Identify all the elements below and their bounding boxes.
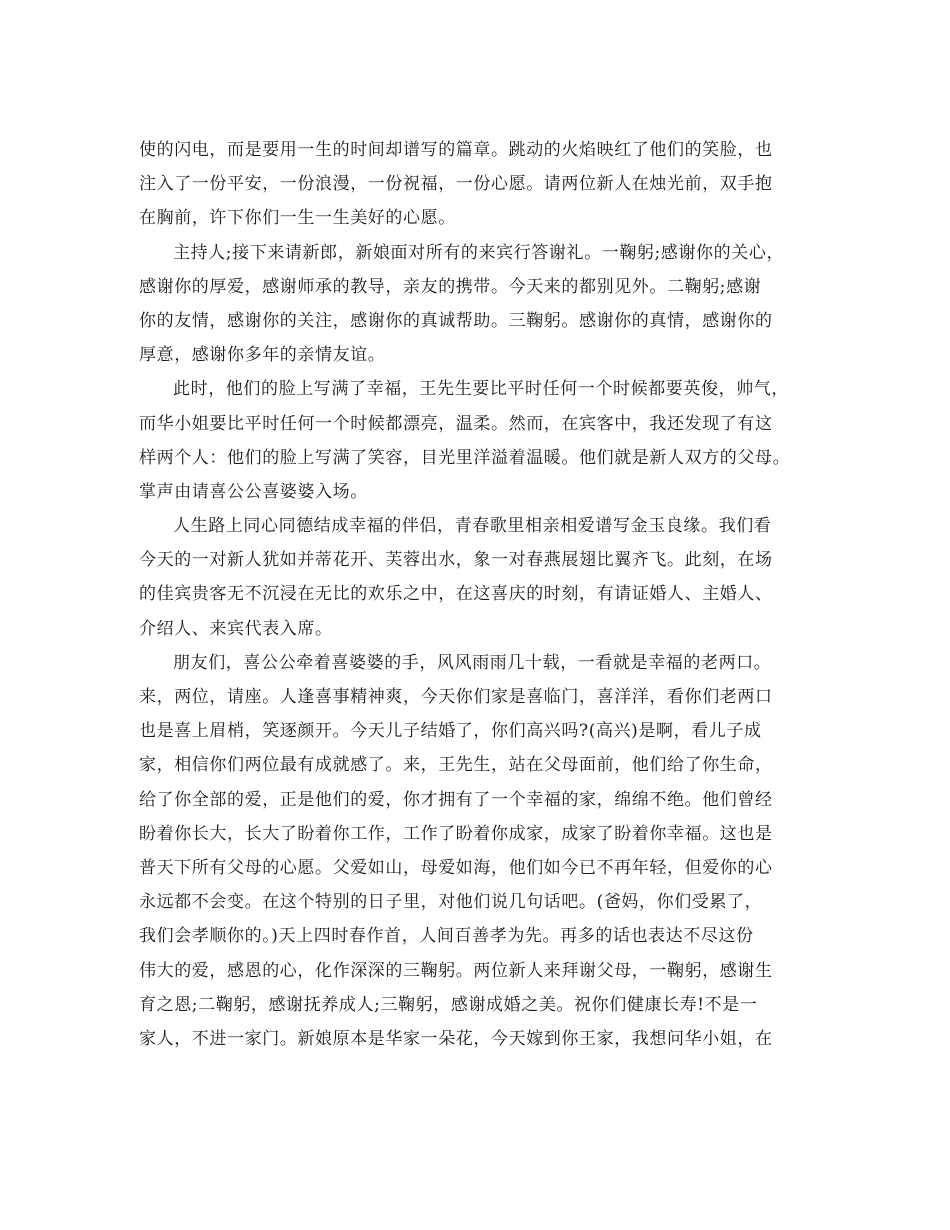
text-line: 今天的一对新人犹如并蒂花开、芙蓉出水，象一对春燕展翅比翼齐飞。此刻，在场 — [139, 550, 773, 571]
text-line: 在胸前，许下你们一生一生美好的心愿。 — [139, 208, 456, 229]
text-line: 家人，不进一家门。新娘原本是华家一朵花，今天嫁到你王家，我想问华小姐，在 — [139, 1028, 773, 1049]
text-line: 育之恩;二鞠躬，感谢抚养成人;三鞠躬，感谢成婚之美。祝你们健康长寿!不是一 — [139, 994, 758, 1015]
paragraph-candle-wish — [139, 133, 829, 236]
text-line: 厚意，感谢你多年的亲情友谊。 — [139, 345, 386, 366]
text-line: 来，两位，请座。人逢喜事精神爽，今天你们家是喜临门，喜洋洋，看你们老两口 — [139, 687, 773, 707]
text-line: 永远都不会变。在这个特别的日子里，对他们说几句话吧。(爸妈，你们受累了， — [139, 892, 763, 913]
text-line: 样两个人：他们的脸上写满了笑容，目光里洋溢着温暖。他们就是新人双方的父母。 — [139, 447, 791, 468]
text-line: 家，相信你们两位最有成就感了。来，王先生，站在父母面前，他们给了你生命， — [139, 755, 773, 776]
text-line: 普天下所有父母的心愿。父爱如山，母爱如海，他们如今已不再年轻，但爱你的心 — [139, 857, 773, 878]
text-line: 盼着你长大，长大了盼着你工作，工作了盼着你成家，成家了盼着你幸福。这也是 — [139, 823, 773, 844]
text-line: 掌声由请喜公公喜婆婆入场。 — [139, 481, 368, 502]
text-line: 也是喜上眉梢，笑逐颜开。今天儿子结婚了，你们高兴吗?(高兴)是啊，看儿子成 — [139, 721, 762, 742]
text-line: 介绍人、来宾代表入席。 — [139, 618, 333, 639]
text-line: 你的友情，感谢你的关注，感谢你的真诚帮助。三鞠躬。感谢你的真情，感谢你的 — [139, 310, 773, 331]
text-line: 给了你全部的爱，正是他们的爱，你才拥有了一个幸福的家，绵绵不绝。他们曾经 — [139, 789, 773, 810]
text-line: 人生路上同心同德结成幸福的伴侣，青春歌里相亲相爱谱写金玉良缘。我们看 — [173, 516, 772, 537]
text-line: 使的闪电，而是要用一生的时间却谱写的篇章。跳动的火焰映红了他们的笑脸，也 — [139, 140, 773, 160]
paragraph-thanks-bow — [139, 236, 829, 373]
paragraph-guests-seated — [139, 509, 829, 646]
text-line: 我们会孝顺你的。)天上四时春作首，人间百善孝为先。再多的话也表达不尽这份 — [139, 926, 754, 947]
text-line: 感谢你的厚爱，感谢师承的教导，亲友的携带。今天来的都别见外。二鞠躬;感谢 — [139, 276, 762, 297]
text-line: 朋友们，喜公公牵着喜婆婆的手，风风雨雨几十载，一看就是幸福的老两口。 — [173, 652, 772, 673]
text-line: 此时，他们的脸上写满了幸福，王先生要比平时任何一个时候都要英俊，帅气， — [173, 379, 789, 400]
text-line: 主持人;接下来请新郎，新娘面对所有的来宾行答谢礼。一鞠躬;感谢你的关心， — [173, 242, 785, 263]
text-line: 而华小姐要比平时任何一个时候都漂亮，温柔。然而，在宾客中，我还发现了有这 — [139, 413, 773, 434]
text-line: 注入了一份平安，一份浪漫，一份祝福，一份心愿。请两位新人在烛光前，双手抱 — [139, 174, 773, 195]
paragraph-parents-enter — [139, 372, 829, 509]
paragraph-honor-parents — [139, 646, 829, 1056]
text-line: 的佳宾贵客无不沉浸在无比的欢乐之中，在这喜庆的时刻，有请证婚人、主婚人、 — [139, 584, 773, 605]
document-body — [139, 133, 829, 1056]
text-line: 伟大的爱，感恩的心，化作深深的三鞠躬。两位新人来拜谢父母，一鞠躬，感谢生 — [139, 960, 773, 981]
